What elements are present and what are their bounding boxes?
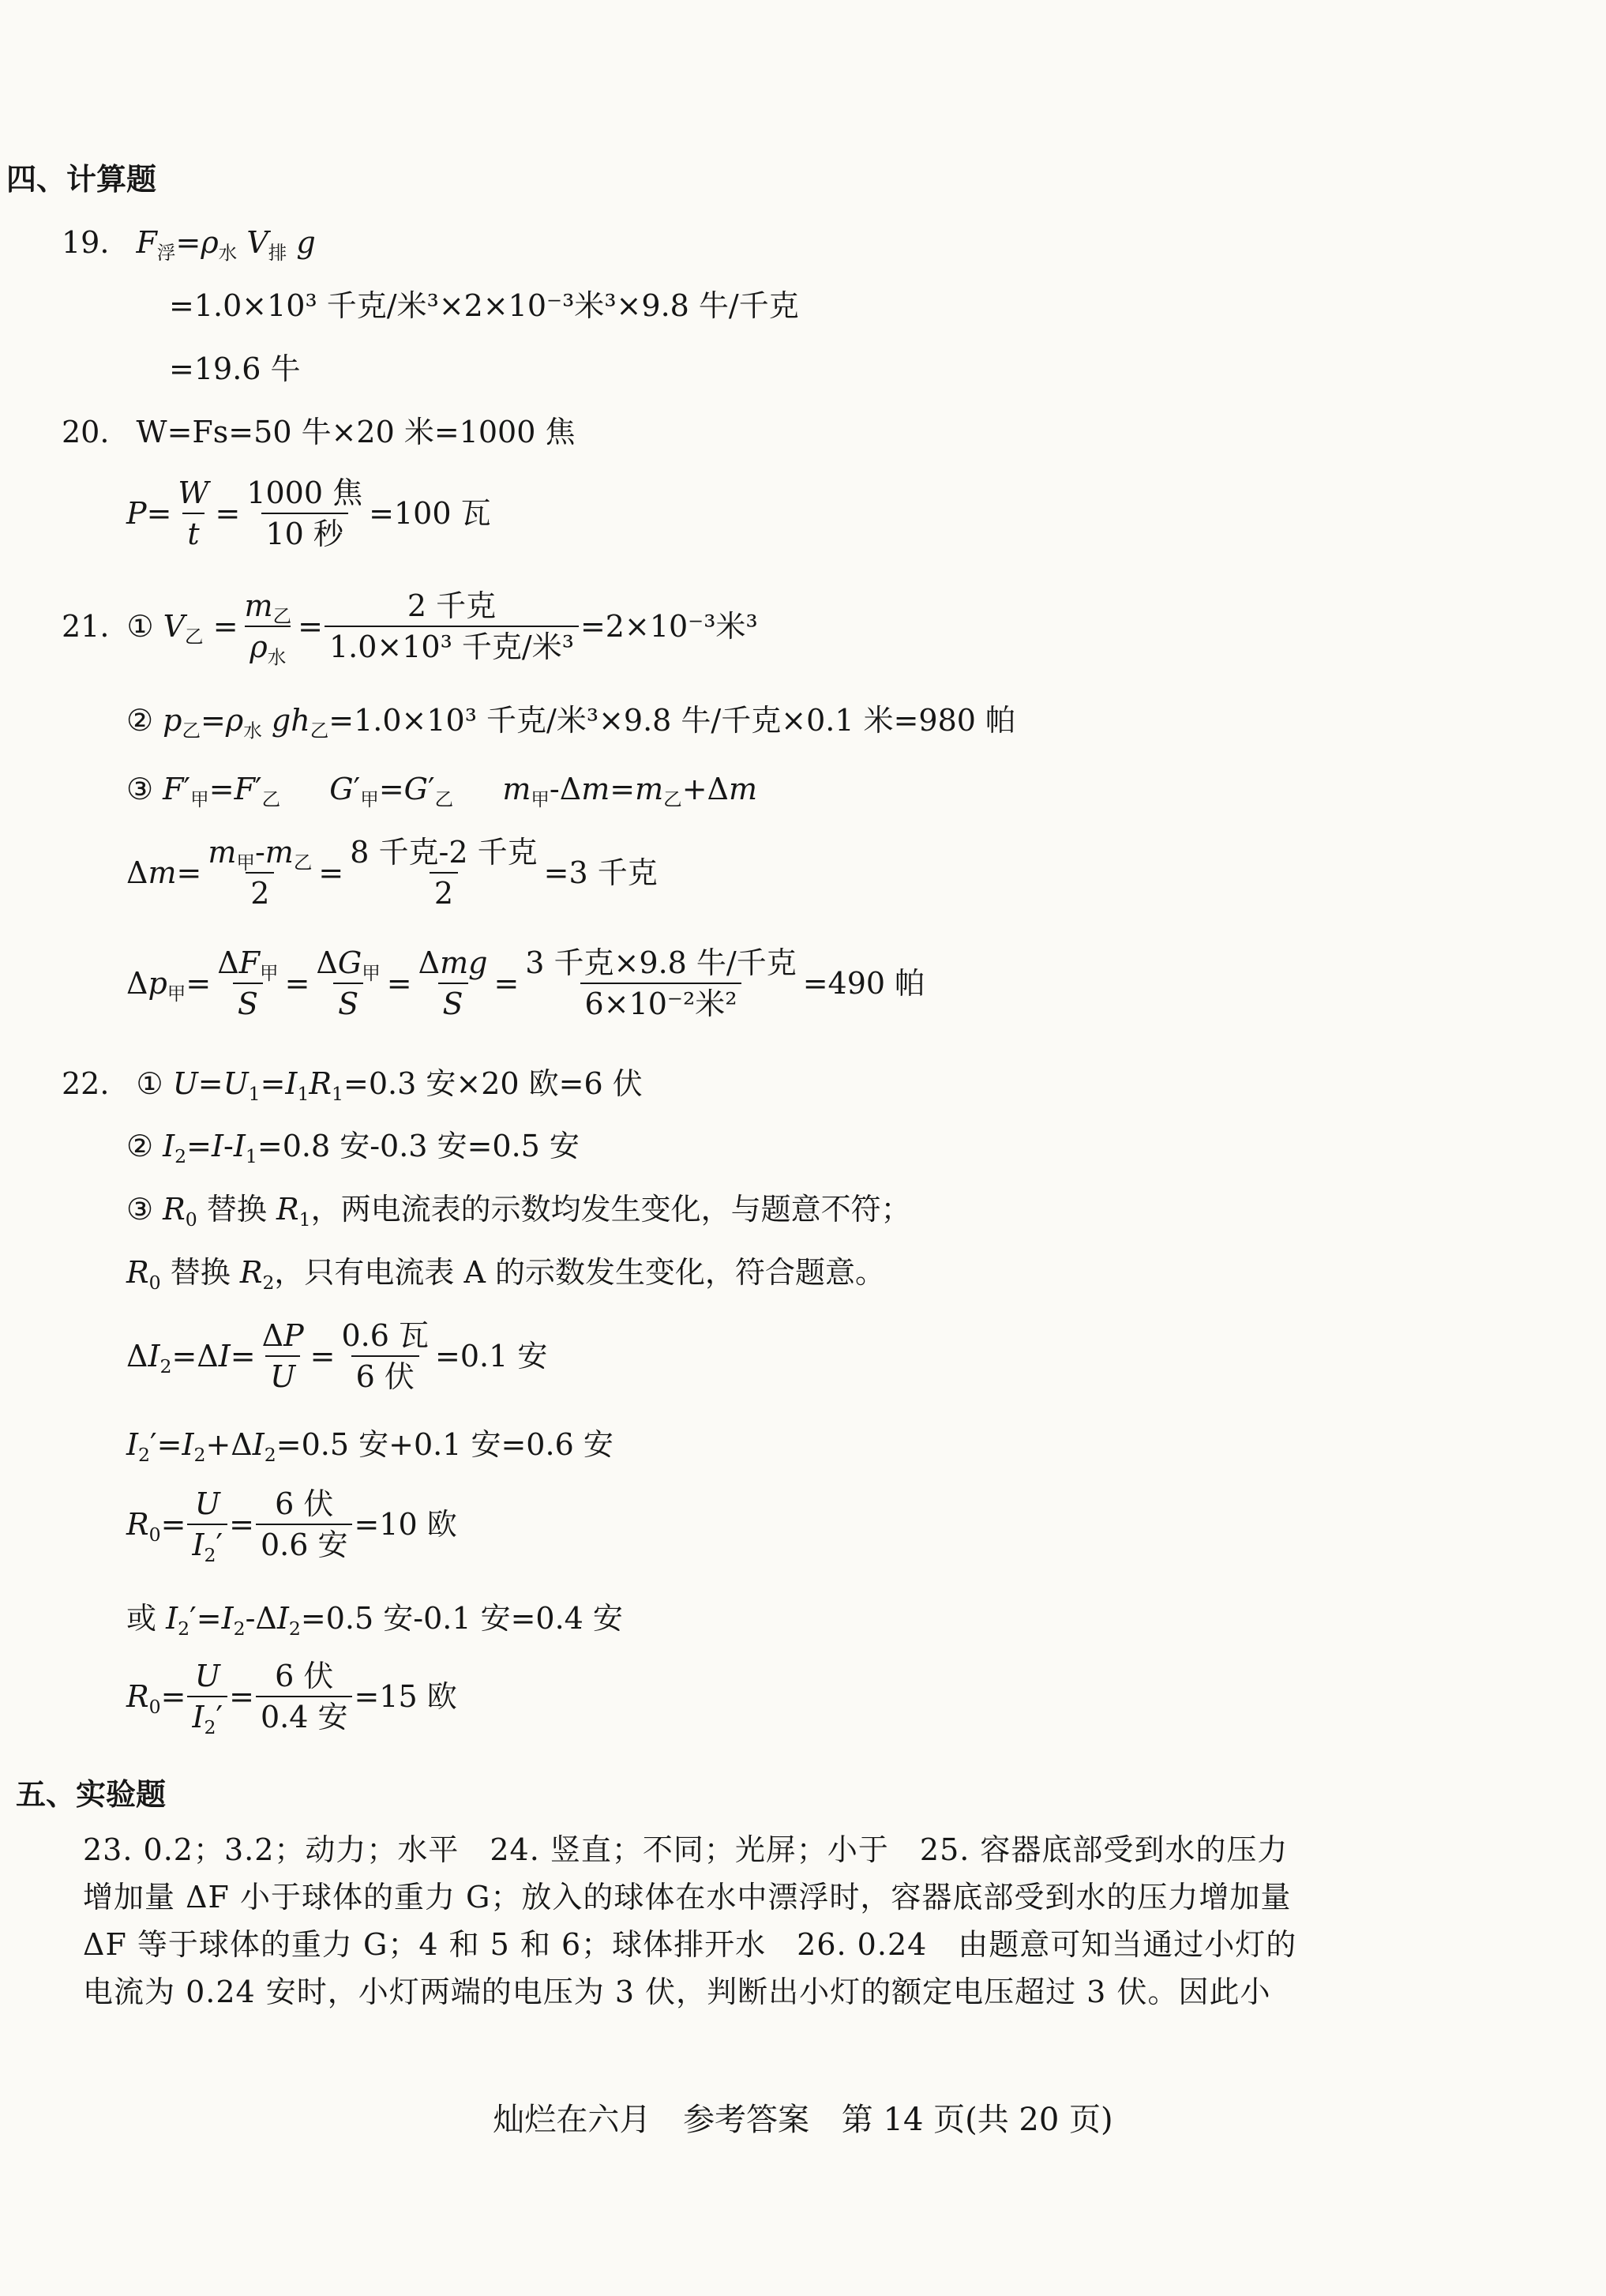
- q19-line1: 19. $F_浮=\rho_水$ $V_排$ g: [62, 225, 316, 265]
- q22-part1: 22. ① $U=U_1=I_1R_1=0.3$ 安×20 欧=6 伏: [62, 1066, 643, 1106]
- q22-r0-case1-result: =10 欧: [354, 1507, 457, 1542]
- q21-delta-p: $\Delta p_甲=$ $\Delta F_甲$ S = $\Delta G_甲$ S = Δmg S = 3 千克×9.8 牛/千克 6×10⁻²米² =490 帕: [126, 945, 925, 1021]
- q23-26-answers: 23. 0.2；3.2；动力；水平 24. 竖直；不同；光屏；小于 25. 容器底部受到水的压力增加量 ΔF 小于球体的重力 G；放入的球体在水中漂浮时，容器底部受到水的压力增加量 ΔF 等于球体的重力 G；4 和 5 和 6；球体排开水 26. 0.24 由题意可知当通过小灯的电流为 0.24 安时，小灯两端的电压为 3 伏，判断出小灯的额定电压超过 3 伏。因此小: [83, 1832, 1297, 2009]
- q21-number: 21.: [62, 609, 110, 644]
- q22-delta-i-result: =0.1 安: [435, 1339, 548, 1373]
- fraction: $\frac{U}{I_2'}$: [187, 1661, 227, 1732]
- q22-part3b: $R_0$ 替换 $R_2$，只有电流表 A 的示数发生变化，符合题意。: [126, 1255, 886, 1295]
- footer-page-number: 第 14 页(共 20 页): [841, 2102, 1113, 2138]
- page-footer: [0, 2095, 1606, 2140]
- fraction: $\frac{U}{I_2'}$: [187, 1489, 227, 1560]
- fraction: 6 伏 0.6 安: [256, 1489, 353, 1560]
- fraction: 8 千克-2 千克 2: [350, 835, 538, 911]
- q21-delta-m: Δm= $m_甲-m_乙$ 2 = 8 千克-2 千克 2 =3 千克: [126, 835, 658, 911]
- section-heading-calculation: 四、计算题: [6, 162, 157, 197]
- q20-number: 20.: [62, 415, 110, 449]
- fraction: 1000 焦 10 秒: [246, 475, 363, 551]
- section-heading-experiment: 五、实验题: [16, 1777, 167, 1812]
- q19-line3: =19.6 牛: [169, 351, 301, 386]
- q22-i2-alt: 或 $I_2'=I_2-\Delta I_2=0.5$ 安-0.1 安=0.4 安: [126, 1601, 623, 1640]
- q22-delta-i: $\Delta I_2=\Delta I=$ $\frac{\Delta P}{U}$ = 0.6 瓦 6 伏 =0.1 安: [126, 1318, 548, 1394]
- fraction: $\Delta F_甲$ S: [217, 945, 279, 1021]
- q21-delta-p-result: =490 帕: [802, 966, 925, 1001]
- q21-part1: 21. ① $V_乙$ = $m_乙$ $\rho_水$ = 2 千克 1.0×10³ 千克/米³ =2×10⁻³米³: [62, 588, 758, 669]
- q22-i2-new: $I_2'=I_2+\Delta I_2=0.5$ 安+0.1 安=0.6 安: [126, 1427, 614, 1467]
- q21-part3: ③ $F'_甲=F'_乙$ $G'_甲=G'_乙$ $m_甲-\Delta m=m_乙+\Delta m$: [126, 772, 758, 811]
- q21-part2: ② $p_乙=\rho_水$ $gh_乙=1.0\times 10^3$ 千克/米³×9.8 牛/千克×0.1 米=980 帕: [126, 703, 1016, 742]
- q19-line2: =1.0×10³ 千克/米³×2×10⁻³米³×9.8 牛/千克: [169, 288, 799, 323]
- fraction: $\Delta G_甲$ S: [316, 945, 381, 1021]
- fraction: $\frac{\Delta P}{U}$: [261, 1318, 304, 1394]
- q20-power-formula: P= $\frac{W}{t}$ = 1000 焦 10 秒 =100 瓦: [126, 475, 491, 551]
- q21-part1-result: =2×10⁻³米³: [580, 609, 758, 644]
- fraction: 3 千克×9.8 牛/千克 6×10⁻²米²: [525, 945, 797, 1021]
- q22-part3a: ③ $R_0$ 替换 $R_1$，两电流表的示数均发生变化，与题意不符；: [126, 1192, 911, 1231]
- q22-part2: ② $I_2=I-I_1=0.8$ 安-0.3 安=0.5 安: [126, 1129, 580, 1168]
- footer-book-title: 灿烂在六月: [493, 2102, 651, 2138]
- q22-r0-case2-result: =15 欧: [354, 1679, 457, 1714]
- fraction: Δmg S: [418, 945, 488, 1021]
- q21-delta-m-result: =3 千克: [543, 855, 658, 890]
- fraction: 2 千克 1.0×10³ 千克/米³: [325, 591, 579, 662]
- fraction: $m_甲-m_乙$ 2: [208, 835, 313, 911]
- q19-number: 19.: [62, 225, 110, 260]
- fraction: $\frac{W}{t}$: [178, 475, 209, 551]
- q22-number: 22.: [62, 1066, 110, 1101]
- q20-result: =100 瓦: [369, 496, 491, 531]
- fraction: 0.6 瓦 6 伏: [341, 1318, 429, 1394]
- q22-r0-case1: $R_0=$ $\frac{U}{I_2'}$ = 6 伏 0.6 安 =10 欧: [126, 1486, 457, 1567]
- q22-r0-case2: $R_0=$ $\frac{U}{I_2'}$ = 6 伏 0.4 安 =15 欧: [126, 1659, 457, 1739]
- fraction: 6 伏 0.4 安: [256, 1661, 353, 1732]
- q20-work-formula: W=Fs=50 牛×20 米=1000 焦: [136, 415, 576, 449]
- fraction: $m_乙$ $\rho_水$: [244, 588, 292, 669]
- q20-line1: [62, 417, 575, 447]
- footer-label: 参考答案: [683, 2102, 810, 2138]
